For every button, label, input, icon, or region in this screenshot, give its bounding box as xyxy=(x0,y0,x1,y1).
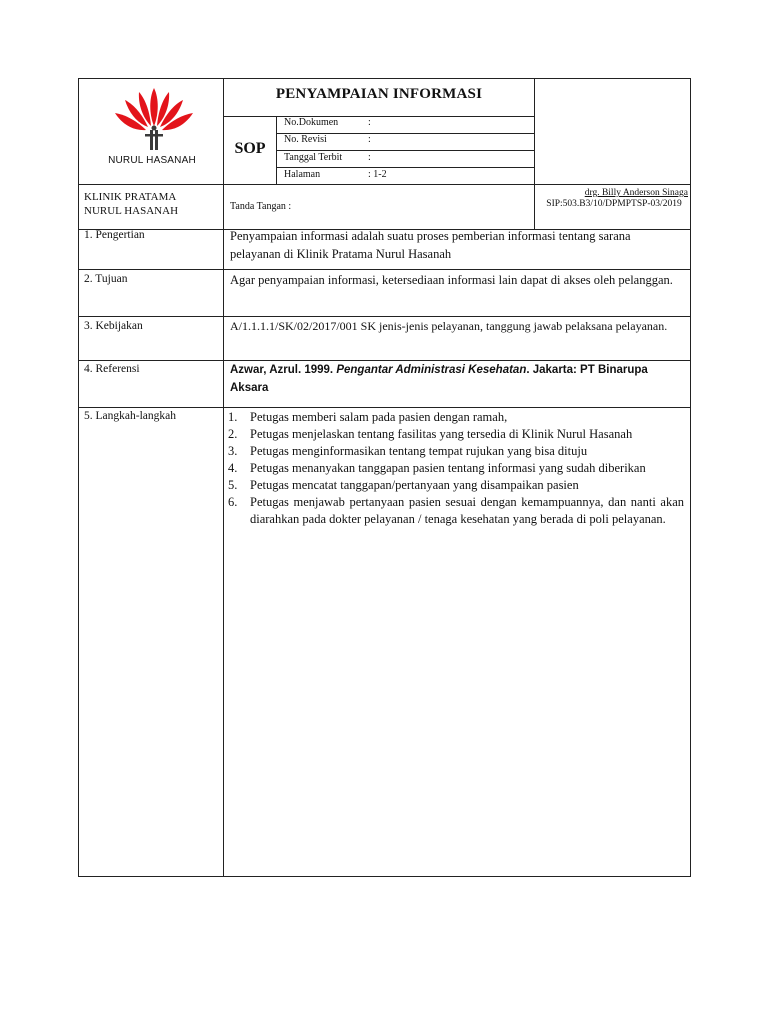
section-text-pengertian: Penyampaian informasi adalah suatu proses pemberian informasi tentang sarana pelayanan di Klinik Pratama Nurul Hasanah xyxy=(230,229,631,261)
table-line-row5 xyxy=(78,407,691,408)
signature-label: Tanda Tangan : xyxy=(230,201,292,212)
table-line-meta-2 xyxy=(276,150,535,151)
document-title: PENYAMPAIAN INFORMASI xyxy=(275,86,483,102)
meta-label-doc-no: No.Dokumen xyxy=(284,117,339,128)
section-text-kebijakan: A/1.1.1.1/SK/02/2017/001 SK jenis-jenis pelayanan, tanggung jawab pelaksana pelayanan. xyxy=(230,319,668,333)
list-item xyxy=(224,443,684,460)
sop-label: SOP xyxy=(234,140,266,157)
step-text: Petugas menginformasikan tentang tempat rujukan yang bisa dituju xyxy=(250,444,588,458)
section-text-referensi xyxy=(230,361,685,397)
list-item xyxy=(224,477,684,494)
table-border-bottom xyxy=(78,876,691,877)
table-line-meta-3 xyxy=(276,167,535,168)
table-line-header xyxy=(78,184,691,185)
step-number: 6. xyxy=(228,495,238,509)
section-label-langkah: 5. Langkah-langkah xyxy=(84,410,176,422)
clinic-name xyxy=(84,190,178,218)
reference-publisher: . Jakarta: PT Binarupa Aksara xyxy=(230,364,648,394)
step-text: Petugas menanyakan tanggapan pasien tentang informasi yang sudah diberikan xyxy=(250,461,646,475)
meta-label-page: Halaman xyxy=(284,169,321,180)
logo-caption: NURUL HASANAH xyxy=(108,155,196,166)
meta-value-page: : 1-2 xyxy=(368,169,387,180)
table-border-right xyxy=(690,78,691,877)
signer-name xyxy=(536,188,688,199)
list-item xyxy=(224,409,684,426)
meta-label-issue-date: Tanggal Terbit xyxy=(284,152,343,163)
table-line-title xyxy=(223,116,535,117)
table-line-row2 xyxy=(78,269,691,270)
table-border-left xyxy=(78,78,79,877)
meta-value-issue-date: : xyxy=(368,152,371,163)
step-text: Petugas menjawab pertanyaan pasien sesuai dengan kemampuannya, dan nanti akan diarahkan pada dokter pelayanan / tenaga kesehatan yang berada di poli pelayanan. xyxy=(250,495,684,526)
meta-label-revision: No. Revisi xyxy=(284,134,327,145)
step-number: 1. xyxy=(228,410,238,424)
table-divider-sign xyxy=(534,78,535,229)
section-label-pengertian: 1. Pengertian xyxy=(84,229,145,241)
step-text: Petugas memberi salam pada pasien dengan ramah, xyxy=(250,410,508,424)
clinic-logo-icon xyxy=(112,86,196,156)
steps-list xyxy=(224,409,684,528)
step-text: Petugas menjelaskan tentang fasilitas yang tersedia di Klinik Nurul Hasanah xyxy=(250,427,633,441)
reference-author: Azwar, Azrul. 1999. xyxy=(230,364,337,376)
list-item xyxy=(224,426,684,443)
section-label-kebijakan: 3. Kebijakan xyxy=(84,320,143,332)
section-label-referensi: 4. Referensi xyxy=(84,363,140,375)
meta-value-doc-no: : xyxy=(368,117,371,128)
table-border-top xyxy=(78,78,691,79)
step-text: Petugas mencatat tanggapan/pertanyaan yang disampaikan pasien xyxy=(250,478,579,492)
step-number: 3. xyxy=(228,444,238,458)
list-item xyxy=(224,460,684,477)
list-item xyxy=(224,494,684,528)
meta-value-revision: : xyxy=(368,134,371,145)
section-text-tujuan: Agar penyampaian informasi, ketersediaan informasi lain dapat di akses oleh pelanggan. xyxy=(230,273,673,287)
clinic-name-line2: NURUL HASANAH xyxy=(84,205,179,217)
signer-name-text: drg. Billy Anderson Sinaga xyxy=(584,188,688,198)
section-label-tujuan: 2. Tujuan xyxy=(84,273,128,285)
step-number: 4. xyxy=(228,461,238,475)
table-line-row3 xyxy=(78,316,691,317)
reference-book-title: Pengantar Administrasi Kesehatan xyxy=(336,364,527,376)
signer-sip: SIP:503.B3/10/DPMPTSP-03/2019 xyxy=(546,199,682,209)
clinic-name-line1: KLINIK PRATAMA xyxy=(84,191,177,203)
step-number: 5. xyxy=(228,478,238,492)
step-number: 2. xyxy=(228,427,238,441)
